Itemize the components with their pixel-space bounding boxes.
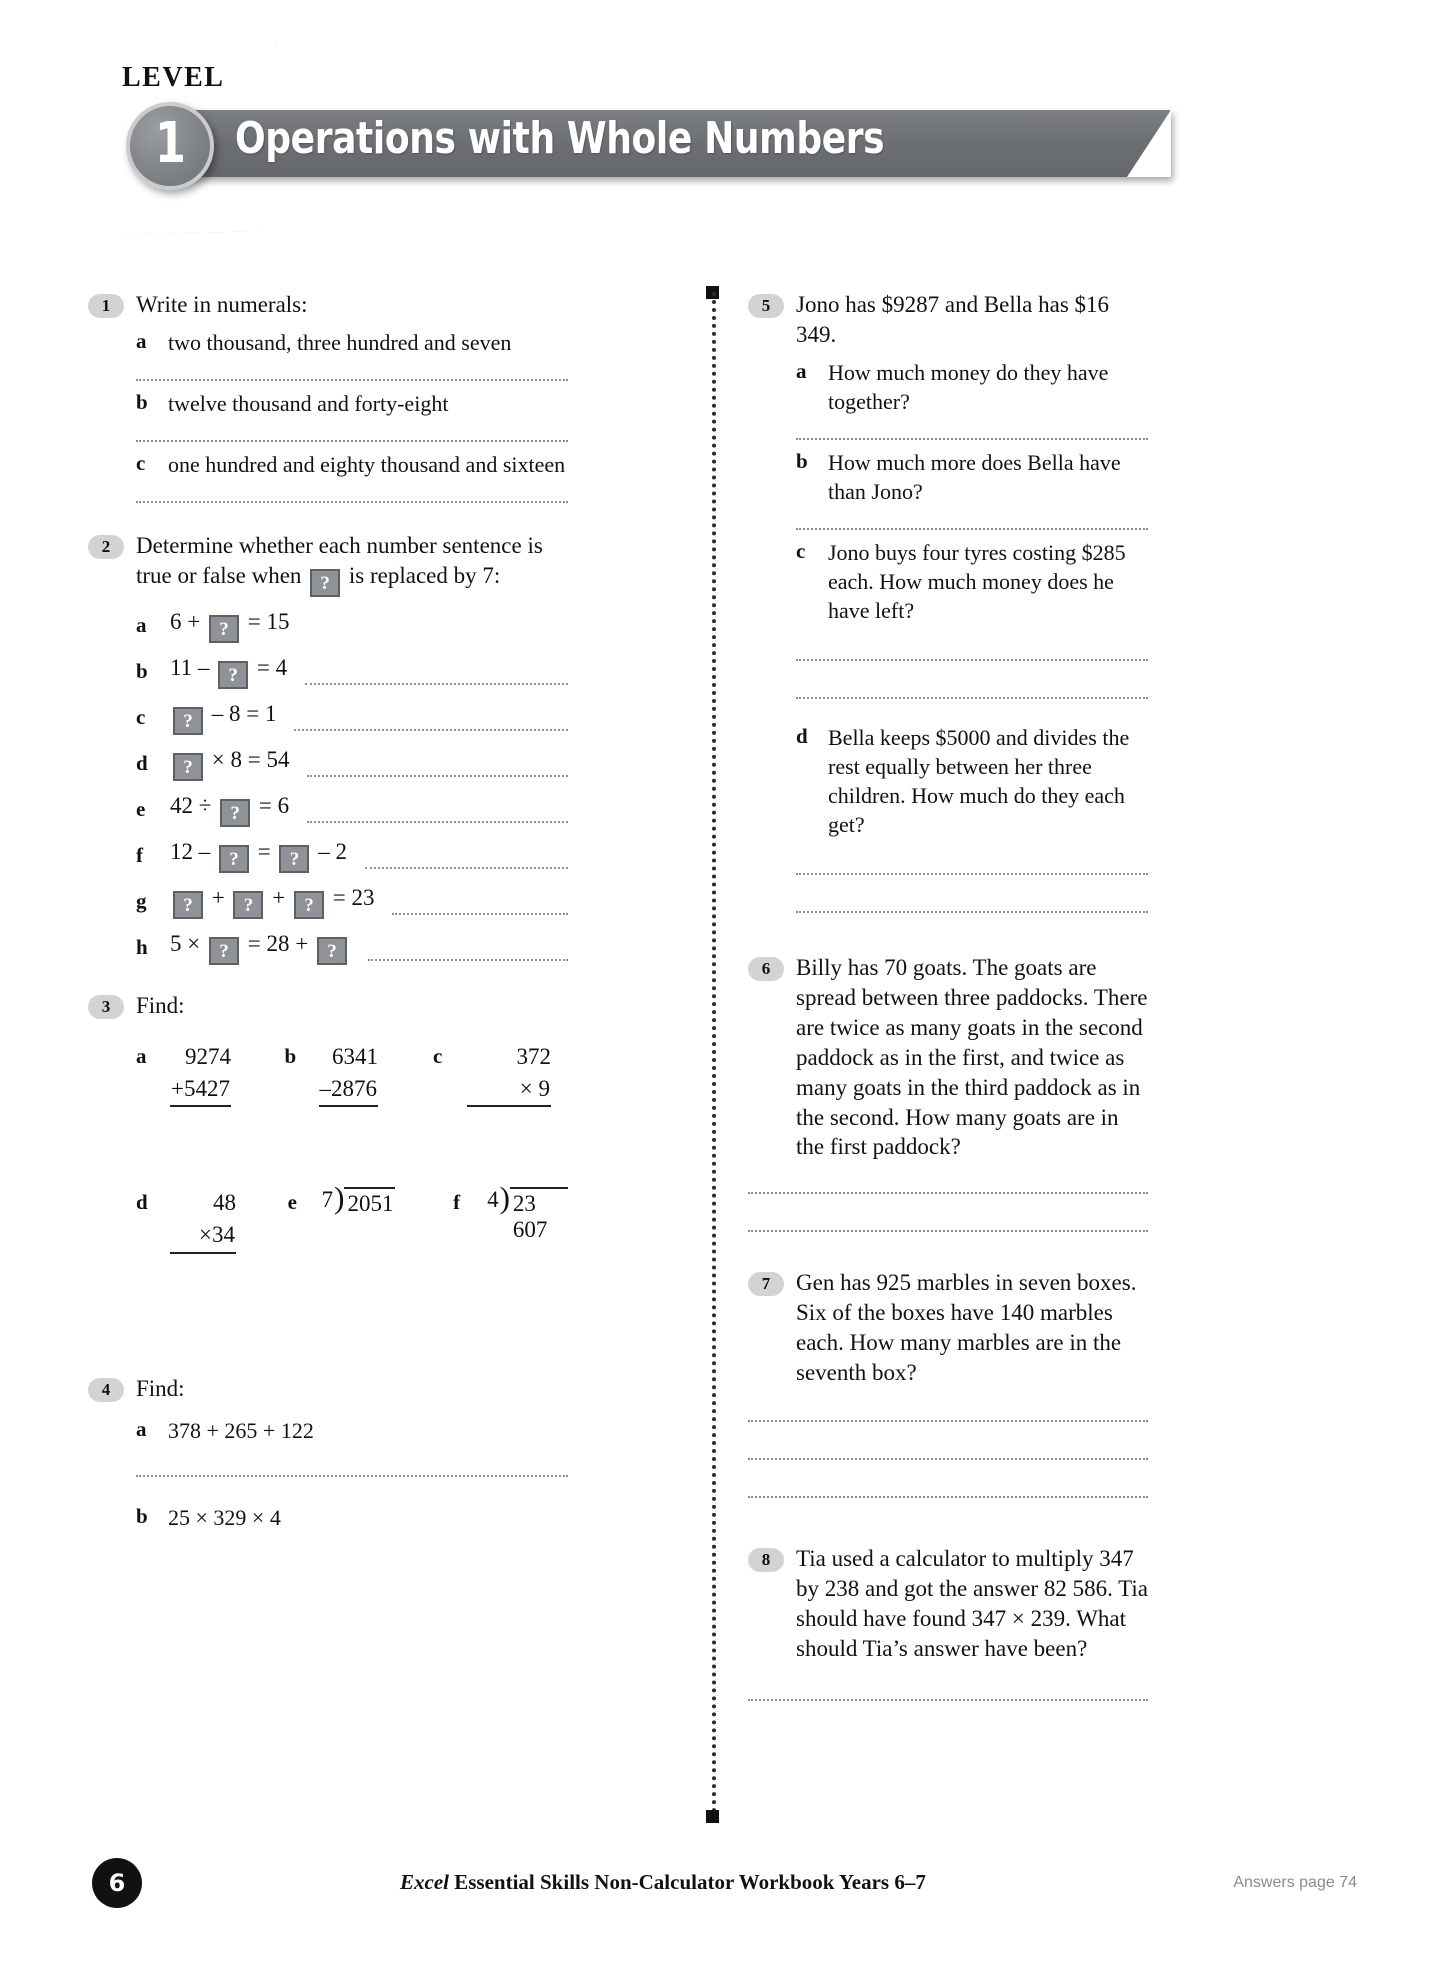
question-stem: Find: [136,1375,185,1401]
question-stem-part2: is replaced by 7: [348,562,501,588]
question-number-badge: 5 [748,294,784,318]
equation-row [88,885,568,919]
level-label: LEVEL [122,62,225,93]
answer-line[interactable] [796,528,1148,530]
equation-expression: ? × 8 = 54 [170,747,289,781]
answer-line[interactable] [307,775,568,777]
left-column [88,290,568,1534]
sum-item [136,1187,288,1253]
answer-line[interactable] [748,1458,1148,1460]
question-number-badge: 4 [88,1378,124,1402]
answer-line[interactable] [392,913,568,915]
sub-text: Bella keeps $5000 and divides the rest equally between her three children. How much do they each get? [828,725,1130,838]
equation-expression: 6 + ? = 15 [170,609,289,643]
answer-line[interactable] [294,729,568,731]
sub-text: twelve thousand and forty-eight [168,390,449,416]
answer-line[interactable] [136,501,568,503]
question-stem: Write in numerals: [136,292,308,317]
question-4 [88,1374,568,1532]
equation-row [88,839,568,873]
answer-line[interactable] [748,1496,1148,1498]
sub-label: b [284,1043,297,1068]
equation-expression: 12 – ? = ? – 2 [170,839,347,873]
placeholder-box-icon: ? [173,707,203,735]
answer-line[interactable] [796,911,1148,913]
placeholder-box-icon: ? [173,753,203,781]
divisor: 4 [487,1187,499,1213]
question-3 [88,991,568,1254]
sub-label: c [136,705,146,730]
sum-operand-top: 9274 [184,1043,231,1069]
sub-text: 25 × 329 × 4 [168,1504,281,1530]
sub-item [748,448,1148,506]
equation-row [88,655,568,689]
equation-expression: ? + ? + ? = 23 [170,885,374,919]
sum-operand-top: 372 [516,1043,551,1069]
sub-label: b [796,448,808,473]
equation-row [88,701,568,735]
sub-label: a [796,358,807,383]
vertical-sum [170,1187,236,1253]
long-division [321,1180,396,1217]
long-division [487,1180,568,1243]
placeholder-box-icon: ? [279,845,309,873]
division-bracket-icon: ) [499,1180,510,1216]
sub-text: How much more does Bella have than Jono? [828,449,1121,504]
question-5 [748,290,1148,913]
answer-line[interactable] [307,821,568,823]
sum-item [136,1041,285,1107]
placeholder-box-icon: ? [209,937,239,965]
sub-item [748,723,1148,839]
footer-title-rest: Essential Skills Non-Calculator Workbook Years 6–7 [448,1870,926,1894]
division-item [453,1180,568,1253]
sub-label: b [136,659,148,684]
answer-line[interactable] [796,659,1148,661]
sum-operand-top: 6341 [332,1043,378,1069]
placeholder-box-icon: ? [310,569,340,597]
sub-text: How much money do they have together? [828,359,1109,414]
sub-label: f [453,1190,461,1215]
placeholder-box-icon: ? [220,799,250,827]
sub-label: d [136,1190,148,1215]
answer-line[interactable] [368,959,568,961]
question-stem: Jono has $9287 and Bella has $16 349. [796,292,1110,347]
vertical-sums-row-1 [88,1041,568,1107]
vertical-sums-row-2 [88,1180,568,1253]
equation-row [88,793,568,827]
sub-text: one hundred and eighty thousand and sixteen [168,451,566,477]
banner-corner-cut [1127,110,1171,177]
division-item [287,1180,453,1253]
footer-book-title [400,1870,926,1895]
page-title: Operations with Whole Numbers [235,113,885,164]
equation-expression: ? – 8 = 1 [170,701,276,735]
question-number-badge: 1 [88,294,124,318]
question-8 [748,1544,1148,1702]
answer-line[interactable] [365,867,568,869]
sum-item [285,1041,434,1107]
answer-line[interactable] [748,1699,1148,1701]
sub-label: b [136,1503,148,1528]
equation-row [88,747,568,781]
sub-label: d [796,724,808,748]
equation-expression: 11 – ? = 4 [170,655,287,689]
answer-line[interactable] [748,1420,1148,1422]
answer-line[interactable] [305,683,568,685]
dividend: 2051 [344,1187,395,1217]
divisor: 7 [321,1187,334,1213]
sum-item [433,1041,568,1107]
right-column [748,290,1148,1703]
vertical-sum [467,1041,551,1107]
placeholder-box-icon: ? [294,891,324,919]
sum-operand-bottom: +5427 [170,1073,231,1108]
vertical-sum [170,1041,231,1107]
sub-item [88,1416,568,1445]
answer-line[interactable] [748,1230,1148,1232]
answer-line[interactable] [796,873,1148,875]
sub-label: e [287,1190,297,1215]
answer-line[interactable] [748,1192,1148,1194]
sub-item [748,358,1148,416]
sub-label: h [136,935,148,960]
division-bracket-icon: ) [334,1180,345,1216]
sub-item [88,450,568,479]
answer-line[interactable] [136,1475,568,1477]
sub-label: a [136,328,147,353]
level-number-text: 1 [154,111,186,176]
equation-row [88,609,568,643]
question-stem: Billy has 70 goats. The goats are spread between three paddocks. There are twice as many goats in the second paddock as in the first, and twice as many goats in the third paddock as in the second. How many goats are in the first paddock? [796,955,1148,1160]
divider-square-bottom [706,1810,719,1823]
answers-page-note: Answers page 74 [1233,1874,1357,1891]
sub-text: Jono buys four tyres costing $285 each. How much money does he have left? [828,539,1126,623]
sub-label: g [136,889,147,914]
sum-operand-bottom: –2876 [319,1073,379,1108]
page-footer [0,1858,1445,1948]
question-stem: Tia used a calculator to multiply 347 by 238 and got the answer 82 586. Tia should have found 347 × 239. What should Tia’s answer have been? [796,1545,1149,1661]
sub-label: b [136,389,148,414]
column-divider [712,292,716,1822]
sub-text: two thousand, three hundred and seven [168,329,512,355]
sub-label: a [136,1043,147,1068]
equation-row [88,931,568,965]
sub-label: a [136,1416,147,1441]
question-1 [88,290,568,503]
question-number-badge: 6 [748,957,784,981]
placeholder-box-icon: ? [209,615,239,643]
question-stem-part1: Determine whether each number sentence is true or false when [136,532,543,588]
question-number-badge: 2 [88,535,124,559]
sub-item [88,328,568,357]
answer-line[interactable] [136,379,568,381]
sub-label: c [136,450,146,475]
sum-operand-top: 48 [213,1190,236,1216]
question-stem: Find: [136,992,185,1018]
page-number-badge: 6 [92,1858,142,1908]
question-stem: Gen has 925 marbles in seven boxes. Six of the boxes have 140 marbles each. How many marbles are in the seventh box? [796,1270,1137,1386]
sub-label: d [136,751,148,776]
sub-item [88,389,568,418]
footer-brand: Excel [400,1870,449,1894]
question-6 [748,953,1148,1232]
question-number-badge: 8 [748,1548,784,1572]
placeholder-box-icon: ? [173,891,203,919]
sub-item [88,1503,568,1532]
placeholder-box-icon: ? [219,845,249,873]
sub-text: 378 + 265 + 122 [168,1417,314,1443]
page-header [0,0,1445,230]
sub-item [748,538,1148,625]
answer-line[interactable] [796,697,1148,699]
dividend: 23 607 [510,1187,568,1243]
placeholder-box-icon: ? [218,661,248,689]
level-number-badge [126,102,214,190]
sum-operand-bottom: ×34 [170,1219,236,1254]
question-7 [748,1268,1148,1498]
sub-label: c [433,1043,443,1068]
question-2 [88,531,568,965]
equation-expression: 42 ÷ ? = 6 [170,793,289,827]
equation-expression: 5 × ? = 28 + ? [170,931,350,965]
vertical-sum [319,1041,379,1107]
answer-line[interactable] [796,438,1148,440]
sub-label: a [136,613,147,638]
sub-label: f [136,843,143,868]
answer-line[interactable] [136,440,568,442]
placeholder-box-icon: ? [233,891,263,919]
question-number-badge: 7 [748,1272,784,1296]
question-number-badge: 3 [88,995,124,1019]
placeholder-box-icon: ? [317,937,347,965]
question-stem [136,531,568,597]
sum-operand-bottom: × 9 [467,1073,551,1108]
sub-label: e [136,797,146,822]
sub-label: c [796,538,806,563]
